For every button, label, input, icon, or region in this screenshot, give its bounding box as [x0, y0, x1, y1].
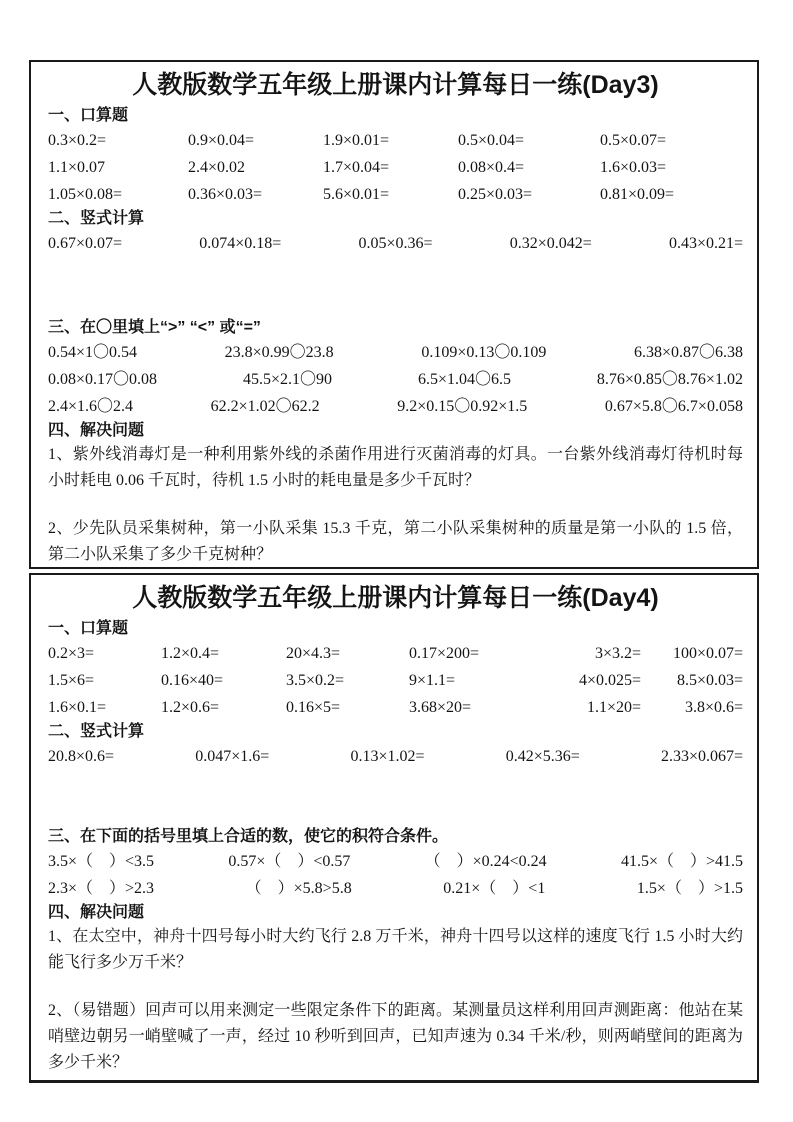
oral-problem: 8.5×0.03= — [676, 672, 743, 689]
fill-row — [48, 848, 743, 875]
fill-blank-problem: 3.5×（ ）<3.5 — [48, 853, 155, 870]
vertical-problem: 2.33×0.067= — [660, 748, 743, 765]
compare-problem: 0.109×0.13〇0.109 — [421, 344, 547, 361]
section-heading-vertical: 二、竖式计算 — [48, 723, 145, 740]
oral-row — [48, 127, 743, 154]
compare-problem: 6.5×1.04〇6.5 — [417, 371, 511, 388]
oral-problem: 5.6×0.01= — [323, 186, 390, 203]
oral-problem: 0.5×0.07= — [600, 132, 667, 149]
oral-problem: 0.3×0.2= — [48, 132, 107, 149]
oral-problem: 0.08×0.4= — [458, 159, 525, 176]
compare-problem: 0.54×1〇0.54 — [48, 344, 138, 361]
fill-blank-problem: 41.5×（ ）>41.5 — [620, 853, 743, 870]
section-heading-problems: 四、解决问题 — [48, 422, 145, 439]
vertical-problem: 0.43×0.21= — [668, 235, 743, 252]
compare-problem: 2.4×1.6〇2.4 — [48, 398, 134, 415]
oral-problem: 1.6×0.03= — [600, 159, 667, 176]
vertical-problem: 0.05×0.36= — [358, 235, 433, 252]
fill-blank-problem: 0.57×（ ）<0.57 — [228, 853, 351, 870]
worksheet-day4 — [29, 573, 759, 1083]
oral-problem: 1.2×0.4= — [161, 645, 220, 662]
oral-problem: 0.81×0.09= — [600, 186, 675, 203]
vertical-problem: 0.67×0.07= — [48, 235, 123, 252]
oral-problem: 4×0.025= — [578, 672, 641, 689]
oral-problem: 9×1.1= — [409, 672, 456, 689]
fill-blank-problem: 0.21×（ ）<1 — [443, 880, 546, 897]
oral-problem: 3.8×0.6= — [684, 699, 743, 716]
oral-problem: 1.1×20= — [586, 699, 641, 716]
oral-problem: 0.2×3= — [48, 645, 95, 662]
oral-row — [48, 694, 743, 721]
oral-problem: 3.5×0.2= — [286, 672, 345, 689]
vertical-problem: 0.074×0.18= — [199, 235, 282, 252]
worksheet-day3 — [29, 60, 759, 569]
oral-problem: 0.25×0.03= — [458, 186, 533, 203]
compare-row — [48, 366, 743, 393]
oral-problem: 0.36×0.03= — [188, 186, 263, 203]
vertical-problem: 0.13×1.02= — [350, 748, 425, 765]
compare-row — [48, 393, 743, 420]
page-title-day4: 人教版数学五年级上册课内计算每日一练(Day4) — [132, 584, 659, 612]
compare-problem: 6.38×0.87〇6.38 — [633, 344, 743, 361]
compare-problem: 9.2×0.15〇0.92×1.5 — [397, 398, 528, 415]
vertical-problem: 0.32×0.042= — [509, 235, 592, 252]
oral-problem: 100×0.07= — [672, 645, 743, 662]
oral-problem: 3.68×20= — [409, 699, 472, 716]
vertical-row — [48, 230, 743, 257]
oral-problem: 0.9×0.04= — [188, 132, 255, 149]
oral-problem: 2.4×0.02 — [188, 159, 246, 176]
oral-problem: 1.6×0.1= — [48, 699, 107, 716]
compare-problem: 8.76×0.85〇8.76×1.02 — [596, 371, 743, 388]
oral-problem: 20×4.3= — [286, 645, 341, 662]
oral-problem: 0.5×0.04= — [458, 132, 525, 149]
compare-problem: 0.67×5.8〇6.7×0.058 — [604, 398, 743, 415]
word-problem: 1、在太空中，神舟十四号每小时大约飞行 2.8 万千米，神舟十四号以这样的速度飞行 1.5 小时大约能飞行多少万千米？ — [48, 928, 743, 971]
section-heading-oral: 一、口算题 — [48, 107, 129, 124]
page-title-day3: 人教版数学五年级上册课内计算每日一练(Day3) — [132, 71, 659, 99]
fill-blank-problem: （ ）×5.8>5.8 — [245, 880, 352, 897]
word-problem: 2、少先队员采集树种，第一小队采集 15.3 千克，第二小队采集树种的质量是第一小队的 1.5 倍，第二小队采集了多少千克树种？ — [48, 520, 743, 563]
oral-problem: 1.9×0.01= — [323, 132, 390, 149]
section-heading-compare: 三、在〇里填上“>” “<” 或“=” — [48, 319, 261, 336]
fill-blank-problem: 2.3×（ ）>2.3 — [48, 880, 155, 897]
fill-row — [48, 875, 743, 902]
compare-row — [48, 339, 743, 366]
compare-problem: 45.5×2.1〇90 — [242, 371, 332, 388]
vertical-problem: 0.047×1.6= — [195, 748, 270, 765]
oral-problem: 0.16×5= — [286, 699, 341, 716]
word-problem: 2、（易错题）回声可以用来测定一些限定条件下的距离。某测量员这样利用回声测距离：他站在某哨壁边朝另一峭壁喊了一声，经过 10 秒听到回声，已知声速为 0.34 千米/秒，则两峭壁间的距离为多少千米？ — [48, 1002, 743, 1071]
oral-row — [48, 667, 743, 694]
oral-problem: 1.7×0.04= — [323, 159, 390, 176]
compare-problem: 62.2×1.02〇62.2 — [210, 398, 320, 415]
oral-row — [48, 181, 743, 208]
oral-problem: 0.17×200= — [409, 645, 480, 662]
compare-problem: 23.8×0.99〇23.8 — [224, 344, 334, 361]
compare-problem: 0.08×0.17〇0.08 — [48, 371, 158, 388]
oral-problem: 1.1×0.07 — [48, 159, 106, 176]
oral-row — [48, 154, 743, 181]
word-problem: 1、紫外线消毒灯是一种利用紫外线的杀菌作用进行灭菌消毒的灯具。一台紫外线消毒灯待机时每小时耗电 0.06 千瓦时，待机 1.5 小时的耗电量是多少千瓦时？ — [48, 446, 743, 489]
vertical-row — [48, 743, 743, 770]
vertical-problem: 0.42×5.36= — [505, 748, 580, 765]
section-heading-vertical: 二、竖式计算 — [48, 210, 145, 227]
section-heading-oral: 一、口算题 — [48, 620, 129, 637]
oral-row — [48, 640, 743, 667]
section-heading-problems: 四、解决问题 — [48, 904, 145, 921]
fill-blank-problem: 1.5×（ ）>1.5 — [636, 880, 743, 897]
fill-blank-problem: （ ）×0.24<0.24 — [424, 853, 547, 870]
vertical-problem: 20.8×0.6= — [48, 748, 115, 765]
oral-problem: 0.16×40= — [161, 672, 224, 689]
oral-problem: 1.2×0.6= — [161, 699, 220, 716]
oral-problem: 3×3.2= — [594, 645, 641, 662]
section-heading-fill: 三、在下面的括号里填上合适的数，使它的积符合条件。 — [48, 828, 449, 845]
oral-problem: 1.05×0.08= — [48, 186, 123, 203]
oral-problem: 1.5×6= — [48, 672, 95, 689]
